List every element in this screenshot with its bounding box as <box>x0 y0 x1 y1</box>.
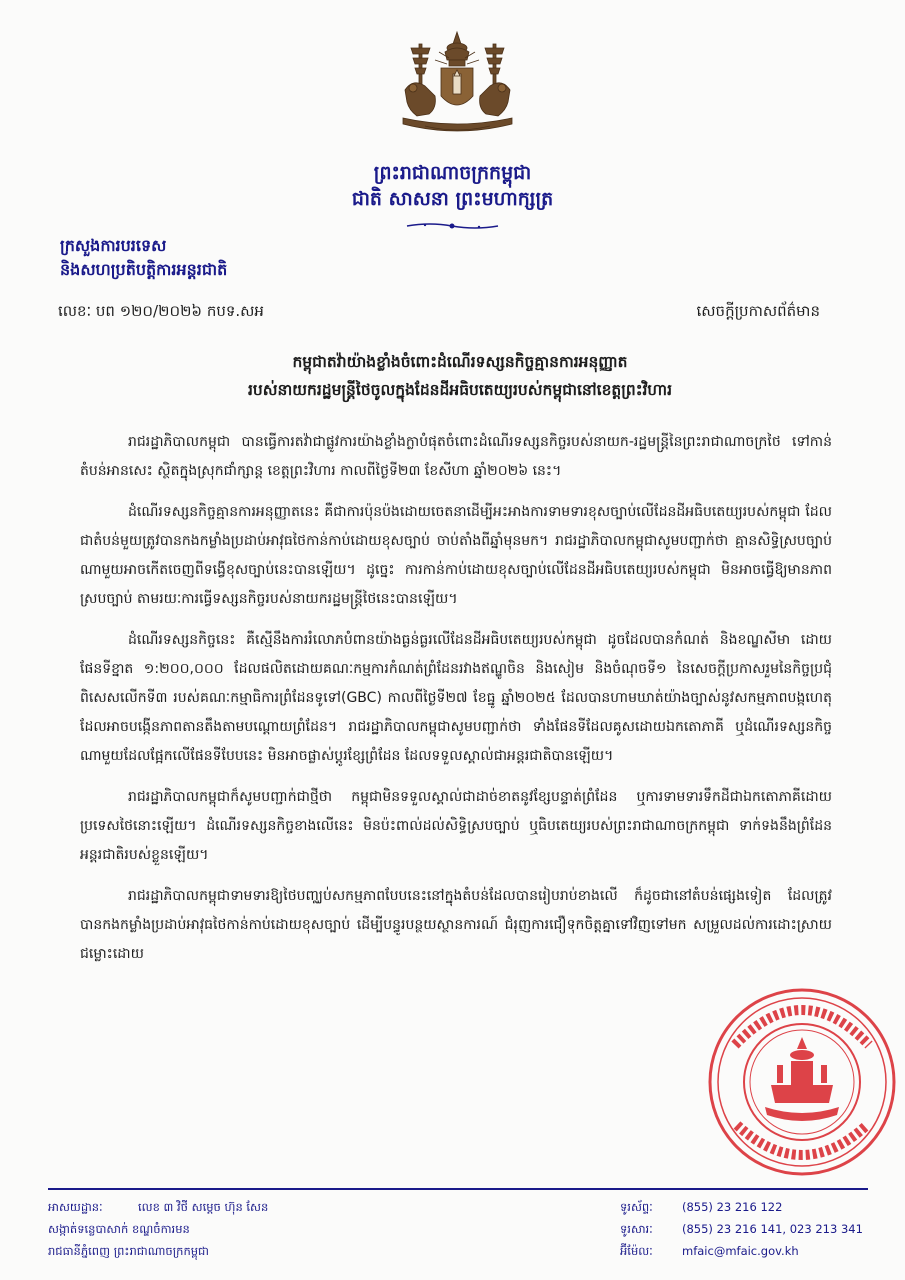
national-motto: ជាតិ សាសនា ព្រះមហាក្សត្រ <box>351 188 554 210</box>
email-link[interactable]: mfaic@mfaic.gov.kh <box>682 1244 799 1258</box>
address-line-2: សង្កាត់ទន្លេបាសាក់ ខណ្ឌចំការមន <box>48 1222 190 1236</box>
ministry-line-1: ក្រសួងការបរទេស <box>60 236 167 255</box>
paragraph-5: រាជរដ្ឋាភិបាលកម្ពុជាទាមទារឱ្យថៃបញ្ឈប់សកម្មភាពបែបនេះនៅក្នុងតំបន់ដែលបានរៀបរាប់ខាងលើ ក៏ដូចជានៅតំបន់ផ្សេងទៀត ដែលត្រូវបានកងកម្លាំងប្រដាប់អាវុធថៃកាន់កាប់ដោយខុសច្បាប់ ដើម្បីបន្ធូរបន្ថយស្ថានការណ៍ ជំរុញការជឿទុកចិត្តគ្នាទៅវិញទៅមក សម្រួលដល់ការដោះស្រាយជម្លោះដោយ <box>80 888 832 962</box>
ornament-divider-icon <box>405 220 500 232</box>
paragraph-1: រាជរដ្ឋាភិបាលកម្ពុជា បានធ្វើការតវ៉ាជាផ្លូវការយ៉ាងខ្លាំងក្លាបំផុតចំពោះដំណើរទស្សនកិច្ចរបស់នាយក-រដ្ឋមន្ត្រីនៃព្រះរាជាណាចក្រថៃ ទៅកាន់តំបន់អានសេះ ស្ថិតក្នុងស្រុកជាំក្សាន្ត ខេត្តព្រះវិហារ កាលពីថ្ងៃទី២៣ ខែសីហា ឆ្នាំ២០២៦ នេះ។ <box>80 434 832 479</box>
paragraph-4: រាជរដ្ឋាភិបាលកម្ពុជាក៏សូមបញ្ជាក់ជាថ្មីថា កម្ពុជាមិនទទួលស្គាល់ជាដាច់ខាតនូវខ្សែបន្ទាត់ព្រំដែន ឬការទាមទារទឹកដីជាឯកតោភាគីដោយប្រទេសថៃនោះឡើយ។ ដំណើរទស្សនកិច្ចខាងលើនេះ មិនប៉ះពាល់ដល់សិទ្ធិស្របច្បាប់ ឬធិបតេយ្យរបស់ព្រះរាជាណាចក្រកម្ពុជា ទាក់ទងនឹងព្រំដែនអន្តរជាតិរបស់ខ្លួនឡើយ។ <box>80 789 832 863</box>
email-label: អ៊ីម៉ែលៈ <box>620 1244 653 1258</box>
ministry-line-2: និងសហប្រតិបត្តិការអន្តរជាតិ <box>60 260 228 279</box>
paragraph-3: ដំណើរទស្សនកិច្ចនេះ គឺស្មើនឹងការរំលោភបំពានយ៉ាងធ្ងន់ធ្ងរលើដែនដីអធិបតេយ្យរបស់កម្ពុជា ដូចដែលបានកំណត់ និងខណ្ឌសីមា ដោយផែនទីខ្នាត ១:២០០,០០០ ដែលផលិតដោយគណៈកម្មការកំណត់ព្រំដែនរវាងឥណ្ឌូចិន និងសៀម និងចំណុចទី១ នៃសេចក្តីប្រកាសរួមនៃកិច្ចប្រជុំពិសេសលើកទី៣ របស់គណៈកម្មាធិការព្រំដែនទូទៅ(GBC) កាលពីថ្ងៃទី២៧ ខែធ្នូ ឆ្នាំ២០២៥ ដែលបានហាមឃាត់យ៉ាងច្បាស់នូវសកម្មភាពបង្កហេតុ ដែលអាចបង្កើនភាពតានតឹងតាមបណ្តោយព្រំដែន។ រាជរដ្ឋាភិបាលកម្ពុជាសូមបញ្ជាក់ថា ទាំងផែនទីដែលគូសដោយឯកតោភាគី ឬដំណើរទស្សនកិច្ចណាមួយដែលផ្អែកលើផែនទីបែបនេះ មិនអាចផ្លាស់ប្តូរខ្សែព្រំដែន ដែលទទួលស្គាល់ជាអន្តរជាតិបានឡើយ។ <box>80 632 832 764</box>
phone-label: ទូរស័ព្ទៈ <box>620 1200 653 1214</box>
reference-number: លេខៈ បព ១២០/២០២៦ កបទ.សអ <box>58 302 264 320</box>
fax-value: (855) 23 216 141, 023 213 341 <box>682 1222 863 1236</box>
kingdom-motto <box>280 160 625 212</box>
ministry-seal-icon <box>705 985 900 1180</box>
document-type: សេចក្តីប្រកាសព័ត៌មាន <box>696 302 820 320</box>
phone-value: (855) 23 216 122 <box>682 1200 783 1214</box>
document-body <box>80 428 832 981</box>
kingdom-name: ព្រះរាជាណាចក្រកម្ពុជា <box>373 162 532 184</box>
fax-label: ទូរសារៈ <box>620 1222 653 1236</box>
title-line-1: កម្ពុជាតវ៉ាយ៉ាងខ្លាំងចំពោះដំណើរទស្សនកិច្ចគ្មានការអនុញ្ញាត <box>292 353 628 371</box>
footer-address <box>48 1196 268 1262</box>
ministry-name <box>60 234 227 282</box>
address-label: អាសយដ្ឋានៈ <box>48 1200 103 1214</box>
paragraph-2: ដំណើរទស្សនកិច្ចគ្មានការអនុញ្ញាតនេះ គឺជាការប៉ុនប៉ងដោយចេតនាដើម្បីអះអាងការទាមទារខុសច្បាប់លើដែនដីអធិបតេយ្យរបស់កម្ពុជា ដែលជាតំបន់មួយត្រូវបានកងកម្លាំងប្រដាប់អាវុធថៃកាន់កាប់ដោយខុសច្បាប់ ចាប់តាំងពីឆ្នាំមុនមក។ រាជរដ្ឋាភិបាលកម្ពុជាសូមបញ្ជាក់ថា គ្មានសិទ្ធិស្របច្បាប់ណាមួយអាចកើតចេញពីទង្វើខុសច្បាប់នេះបានឡើយ។ ដូច្នេះ ការកាន់កាប់ដោយខុសច្បាប់លើដែនដីអធិបតេយ្យរបស់កម្ពុជា មិនអាចធ្វើឱ្យមានភាពស្របច្បាប់ តាមរយៈការធ្វើទស្សនកិច្ចរបស់នាយករដ្ឋមន្ត្រីថៃនេះបានឡើយ។ <box>80 504 832 607</box>
document-title <box>80 348 840 404</box>
footer-divider <box>48 1188 868 1190</box>
address-value: លេខ ៣ វិថី សម្តេច ហ៊ុន សែន <box>138 1200 269 1214</box>
address-line-3: រាជធានីភ្នំពេញ ព្រះរាជាណាចក្រកម្ពុជា <box>48 1244 209 1258</box>
footer-contact <box>620 1196 863 1262</box>
royal-emblem-icon <box>395 30 520 142</box>
title-line-2: របស់នាយករដ្ឋមន្ត្រីថៃចូលក្នុងដែនដីអធិបតេយ្យរបស់កម្ពុជានៅខេត្តព្រះវិហារ <box>247 381 673 399</box>
